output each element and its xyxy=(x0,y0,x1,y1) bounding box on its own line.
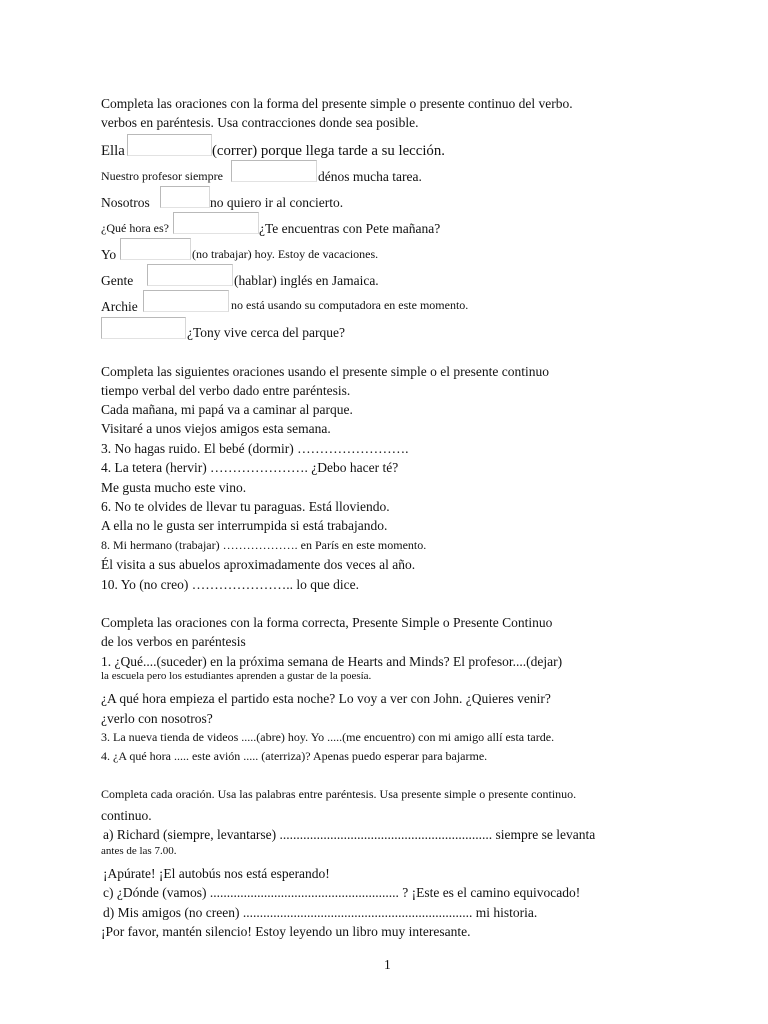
q2-answer-field[interactable] xyxy=(231,160,317,182)
section2-line-1: Cada mañana, mi papá va a caminar al parque. xyxy=(101,402,353,417)
q2-suffix: dénos mucha tarea. xyxy=(318,169,422,184)
section2-line-3: 3. No hagas ruido. El bebé (dormir) ……………………. xyxy=(101,441,409,456)
q6-suffix: (hablar) inglés en Jamaica. xyxy=(234,273,379,288)
q3-answer-field[interactable] xyxy=(160,186,210,208)
section2-line-7: A ella no le gusta ser interrumpida si está trabajando. xyxy=(101,518,388,533)
q7-suffix: no está usando su computadora en este momento. xyxy=(231,298,469,312)
q6-prefix: Gente xyxy=(101,273,134,288)
section1-instruction-line2: verbos en paréntesis. Usa contracciones donde sea posible. xyxy=(101,115,419,130)
section4-item-d: d) Mis amigos (no creen) .................................................................... mi historia. xyxy=(103,905,538,920)
section1-instruction-line1: Completa las oraciones con la forma del presente simple o presente continuo del verbo. xyxy=(101,96,573,111)
page-number: 1 xyxy=(384,957,391,972)
q1-answer-field[interactable] xyxy=(127,134,212,156)
section3-line-4: 4. ¿A qué hora ..... este avión ..... (aterriza)? Apenas puedo esperar para bajarme. xyxy=(101,749,488,763)
section3-line-1: 1. ¿Qué....(suceder) en la próxima semana de Hearts and Minds? El profesor....(dejar) xyxy=(101,654,563,669)
q8-suffix: ¿Tony vive cerca del parque? xyxy=(187,325,345,340)
section4-item-c: c) ¿Dónde (vamos) ........................................................ ? ¡Este es el camino equivocado! xyxy=(103,885,581,900)
q1-suffix: (correr) porque llega tarde a su lección. xyxy=(212,143,445,159)
q8-answer-field[interactable] xyxy=(101,317,186,339)
q7-answer-field[interactable] xyxy=(143,290,229,312)
section2-line-8: 8. Mi hermano (trabajar) ………………. en París en este momento. xyxy=(101,538,427,552)
section2-line-5: Me gusta mucho este vino. xyxy=(101,480,247,495)
q7-prefix: Archie xyxy=(101,299,138,314)
section2-line-6: 6. No te olvides de llevar tu paraguas. Está lloviendo. xyxy=(101,499,390,514)
section3-line-3: 3. La nueva tienda de videos .....(abre) hoy. Yo .....(me encuentro) con mi amigo allí esta tarde. xyxy=(101,730,555,744)
q5-answer-field[interactable] xyxy=(120,238,191,260)
q4-answer-field[interactable] xyxy=(173,212,259,234)
section2-instruction-line1: Completa las siguientes oraciones usando el presente simple o el presente continuo xyxy=(101,364,550,379)
q5-prefix: Yo xyxy=(101,247,117,262)
q3-prefix: Nosotros xyxy=(101,195,150,210)
q4-prefix: ¿Qué hora es? xyxy=(101,221,169,235)
section2-line-9: Él visita a sus abuelos aproximadamente dos veces al año. xyxy=(101,557,416,572)
section2-instruction-line2: tiempo verbal del verbo dado entre paréntesis. xyxy=(101,383,351,398)
section2-line-4: 4. La tetera (hervir) …………………. ¿Debo hacer té? xyxy=(101,460,399,475)
section3-line-2: ¿A qué hora empieza el partido esta noche? Lo voy a ver con John. ¿Quieres venir? xyxy=(101,691,551,706)
q4-suffix: ¿Te encuentras con Pete mañana? xyxy=(259,221,441,236)
q1-prefix: Ella xyxy=(101,143,125,159)
section4-item-b: ¡Apúrate! ¡El autobús nos está esperando! xyxy=(103,866,330,881)
section4-item-e: ¡Por favor, mantén silencio! Estoy leyendo un libro muy interesante. xyxy=(101,924,471,939)
q2-prefix: Nuestro profesor siempre xyxy=(101,169,223,183)
section3-line-1b: la escuela pero los estudiantes aprenden a gustar de la poesía. xyxy=(101,670,372,682)
q6-answer-field[interactable] xyxy=(147,264,233,286)
section2-line-10: 10. Yo (no creo) ………………….. lo que dice. xyxy=(101,577,359,592)
section3-line-2b: ¿verlo con nosotros? xyxy=(101,711,213,726)
q3-suffix: no quiero ir al concierto. xyxy=(210,195,344,210)
section4-item-a: a) Richard (siempre, levantarse) ............................................................... siempre se levanta xyxy=(103,827,596,842)
section4-instruction-line1: Completa cada oración. Usa las palabras entre paréntesis. Usa presente simple o presente continuo. xyxy=(101,787,577,801)
q5-suffix: (no trabajar) hoy. Estoy de vacaciones. xyxy=(192,247,379,261)
section4-instruction-line2: continuo. xyxy=(101,808,152,823)
section2-line-2: Visitaré a unos viejos amigos esta semana. xyxy=(101,421,331,436)
section3-instruction-line1: Completa las oraciones con la forma correcta, Presente Simple o Presente Continuo xyxy=(101,615,553,630)
section3-instruction-line2: de los verbos en paréntesis xyxy=(101,634,246,649)
section4-item-a-continued: antes de las 7.00. xyxy=(101,845,177,857)
